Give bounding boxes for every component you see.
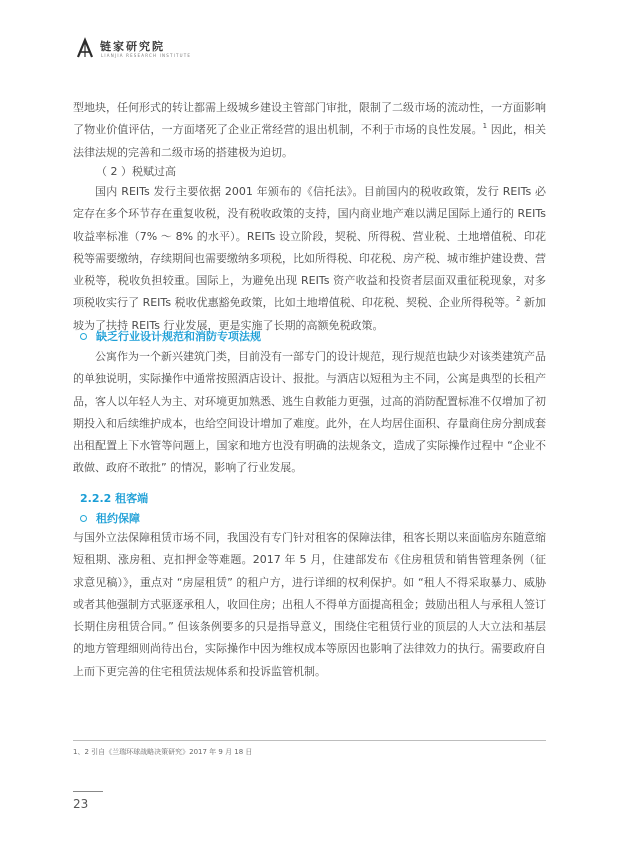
- footnote: 1、2 引自《兰瑞环球战略决策研究》2017 年 9 月 18 日: [73, 748, 253, 756]
- logo-subtitle: LIANJIA RESEARCH INSTITUTE: [101, 53, 192, 58]
- bullet-heading-lease-protection: [80, 509, 140, 527]
- bullet-circle-icon: [80, 333, 87, 340]
- paragraph-tax: [73, 181, 546, 337]
- paragraph-lease-protection: [73, 527, 546, 683]
- paragraph-text: 国内 REITs 发行主要依据 2001 年颁布的《信托法》。目前国内的税收政策，发行 REITs 必定存在多个环节存在重复收税，没有税收政策的支持，国内商业地产难以满足国际上通行的 REITs 收益率标准（7% ～ 8% 的水平）。REITs 设立阶段，契税、所得税、营业税、土地增值税、印花税等需要缴纳，存续期间也需要缴纳多项税，比如所得税、印花税、房产税、城市维护建设费、营业税等，税收负担较重。国际上，为避免出现 REITs 资产收益和投资者层面双重征税现象，对多项税收实行了 REITs 税收优惠豁免政策，比如土地增值税、印花税、契税、企业所得税等。: [73, 185, 546, 310]
- lianjia-logo-icon: [74, 37, 96, 59]
- paragraph-text: 公寓作为一个新兴建筑门类，目前没有一部专门的设计规范，现行规范也缺少对该类建筑产品的单独说明，实际操作中通常按照酒店设计、报批。与酒店以短租为主不同，公寓是典型的长租产品，客人以年轻人为主、对环境更加熟悉、逃生自救能力更强，过高的消防配置标准不仅增加了初期投入和后续维护成本，也给空间设计增加了难度。此外，在人均居住面积、存量商住房分割成套出租配置上下水管等问题上，国家和地方也没有明确的法规条文，造成了实际操作过程中 “企业不敢做、政府不敢批” 的情况，影响了行业发展。: [73, 350, 546, 475]
- page-number: 23: [73, 797, 89, 811]
- section-title: 2.2.2 租客端: [80, 492, 149, 505]
- paragraph-text: 与国外立法保障租赁市场不同，我国没有专门针对租客的保障法律，租客长期以来面临房东随意缩短租期、涨房租、克扣押金等难题。2017 年 5 月，住建部发布《住房租赁和销售管理条例（征求意见稿）》，重点对 “房屋租赁” 的租户方，进行详细的权利保护。如 “租人不得采取暴力、威胁或者其他强制方式驱逐承租人，收回住房；出租人不得单方面提高租金；鼓励出租人与承租人签订长期住房租赁合同。” 但该条例要多的只是指导意义，围绕住宅租赁行业的顶层的人大立法和基层的地方管理细则尚待出台，实际操作中因为维权成本等原因也影响了法律效力的执行。需要政府自上而下更完善的住宅租赁法规体系和投诉监管机制。: [73, 531, 546, 678]
- bullet-heading-text: 租约保障: [96, 512, 140, 525]
- paragraph-text-cont: 因此，相关法律法规的完善和二级市场的搭建极为迫切。: [73, 123, 546, 159]
- bullet-heading-design-standards: [80, 327, 261, 345]
- subheading-tax: （ 2 ）税赋过高: [96, 165, 176, 178]
- page-number-divider: [73, 791, 103, 792]
- footnote-divider: [73, 740, 546, 741]
- bullet-circle-icon: [80, 515, 87, 522]
- footnote-ref-1: 1: [482, 122, 488, 131]
- paragraph-text-cont: 新加坡为了扶持 REITs 行业发展，更是实施了长期的高额免税政策。: [73, 296, 546, 332]
- footnote-ref-2: 2: [516, 295, 521, 304]
- bullet-heading-text: 缺乏行业设计规范和消防专项法规: [96, 330, 261, 343]
- logo-name: 链家研究院: [100, 40, 165, 53]
- paragraph-design-standards: [73, 346, 546, 480]
- page-header: [74, 37, 274, 61]
- paragraph-text: 型地块，任何形式的转让都需上级城乡建设主管部门审批，限制了二级市场的流动性，一方面影响了物业价值评估，一方面堵死了企业正常经营的退出机制，不利于市场的良性发展。: [73, 101, 546, 137]
- paragraph-secondary-market: [73, 97, 546, 164]
